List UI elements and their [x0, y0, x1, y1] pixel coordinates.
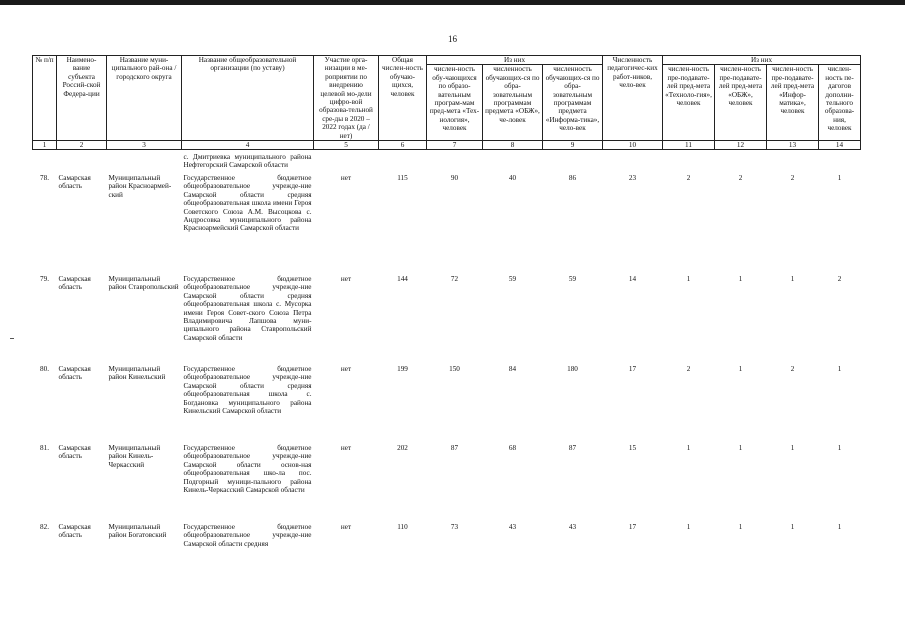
- column-number: 11: [663, 141, 715, 150]
- header-addl-teachers: числен-ность пе-дагогов дополни-тельного образова-ния, человек: [819, 65, 861, 141]
- cell-info-students: 180: [567, 364, 578, 373]
- cell-total-students: 144: [397, 274, 408, 283]
- cell-tech-teachers: 1: [686, 443, 691, 452]
- cell-municipality: Муниципальный район Ставропольский: [108, 274, 179, 292]
- cell-tech-students: 90: [450, 173, 459, 182]
- column-number: 3: [107, 141, 182, 150]
- header-subject: Наимено-вание субъекта Россий-ской Федера-ции: [57, 56, 107, 141]
- cell-obzh-teachers: 2: [738, 173, 743, 182]
- cell-obzh-students: 43: [508, 522, 517, 531]
- cell-obzh-teachers: 1: [738, 364, 743, 373]
- table-row: [33, 519, 861, 557]
- column-number: 4: [182, 141, 314, 150]
- cell-tech-teachers: 2: [686, 364, 691, 373]
- table-header: [33, 56, 861, 150]
- cell-tech-teachers: 2: [686, 173, 691, 182]
- header-info-students: численность обучающих-ся по обра-зовательным программам предмета «Информа-тика», чело-век: [543, 65, 603, 141]
- cell-participation: нет: [340, 274, 352, 283]
- margin-mark: [10, 338, 14, 339]
- header-obzh-students: численность обучающих-ся по обра-зовательным программам предмета «ОБЖ», че-ловек: [483, 65, 543, 141]
- column-number: 7: [427, 141, 483, 150]
- schools-table: [32, 55, 861, 557]
- cell-municipality: Муниципальный район Богатовский: [108, 522, 167, 540]
- header-teachers: Численность педагогичес-ких работ-ников, чело-век: [603, 56, 663, 141]
- cell-teachers: 17: [628, 522, 637, 531]
- cell-obzh-teachers: 1: [738, 274, 743, 283]
- cell-municipality: Муниципальный район Кинель-Черкасский: [108, 443, 161, 469]
- cell-participation: нет: [340, 173, 352, 182]
- column-number: 13: [767, 141, 819, 150]
- cell-school: Государственное бюджетное общеобразовательное учрежде-ние Самарской области средняя общеобразовательная школа имени Героя Советского Союза А.М. Высоцкова с. Андросовка муниципального района Красноармейский Самарской области: [183, 173, 312, 233]
- header-no: № п/п: [33, 56, 57, 141]
- row-number: 81.: [40, 443, 49, 452]
- column-number: 8: [483, 141, 543, 150]
- cell-info-students: 87: [568, 443, 577, 452]
- cell-tech-students: 150: [449, 364, 460, 373]
- page-number: 16: [448, 34, 457, 44]
- cell-info-teachers: 1: [790, 522, 795, 531]
- table-row: [33, 361, 861, 440]
- cell-info-teachers: 1: [790, 274, 795, 283]
- cell-municipality: Муниципальный район Красноармей-ский: [108, 173, 172, 199]
- cell-total-students: 115: [397, 173, 408, 182]
- cell-total-students: 202: [397, 443, 408, 452]
- cell-subject: Самарская область: [58, 173, 91, 191]
- column-number: 1: [33, 141, 57, 150]
- cell-addl-teachers: 1: [837, 364, 842, 373]
- cell-obzh-teachers: 1: [738, 522, 743, 531]
- cell-info-students: 59: [568, 274, 577, 283]
- cell-addl-teachers: 1: [837, 443, 842, 452]
- row-number: 82.: [40, 522, 49, 531]
- cell-addl-teachers: 1: [837, 173, 842, 182]
- cell-info-teachers: 2: [790, 364, 795, 373]
- header-tech-teachers: числен-ность пре-подавате-лей пред-мета «Техноло-гия», человек: [663, 65, 715, 141]
- column-number: 9: [543, 141, 603, 150]
- cell-obzh-students: 59: [508, 274, 517, 283]
- cell-addl-teachers: 2: [837, 274, 842, 283]
- cell-teachers: 17: [628, 364, 637, 373]
- cell-obzh-teachers: 1: [738, 443, 743, 452]
- header-total-students: Общая числен-ность обучаю-щихся, человек: [379, 56, 427, 141]
- cell-school: Государственное бюджетное общеобразовательное учрежде-ние Самарской области средняя: [183, 522, 312, 548]
- column-number: 6: [379, 141, 427, 150]
- cell-obzh-students: 84: [508, 364, 517, 373]
- header-of-them-teachers: Из них: [663, 56, 861, 65]
- cell-school: Государственное бюджетное общеобразовательное учрежде-ние Самарской области средняя общеобразовательная школа с. Богдановка муниципального района Кинельский Самарской области: [183, 364, 312, 415]
- column-number: 2: [57, 141, 107, 150]
- cell-subject: Самарская область: [58, 522, 91, 540]
- cell-school: Государственное бюджетное общеобразовательное учрежде-ние Самарской области средняя общеобразовательная школа с. Мусорка имени Героя Совет-ского Союза Петра Владимировича Лапшова муни-ципального района Ставропольский Самарской области: [183, 274, 312, 342]
- cell-addl-teachers: 1: [837, 522, 842, 531]
- header-obzh-teachers: числен-ность пре-подавате-лей пред-мета «ОБЖ», человек: [715, 65, 767, 141]
- cell-tech-teachers: 1: [686, 522, 691, 531]
- column-number: 12: [715, 141, 767, 150]
- table-row: [33, 440, 861, 519]
- cell-tech-students: 87: [450, 443, 459, 452]
- row-number: 80.: [40, 364, 49, 373]
- cell-teachers: 23: [628, 173, 637, 182]
- cell-info-students: 43: [568, 522, 577, 531]
- cell-info-teachers: 2: [790, 173, 795, 182]
- column-number: 5: [314, 141, 379, 150]
- scan-edge-bar: [0, 0, 905, 5]
- header-of-them-students: Из них: [427, 56, 603, 65]
- cell-participation: нет: [340, 522, 352, 531]
- cell-teachers: 15: [628, 443, 637, 452]
- cell-participation: нет: [340, 364, 352, 373]
- cell-subject: Самарская область: [58, 443, 91, 461]
- column-number: 10: [603, 141, 663, 150]
- column-number: 14: [819, 141, 861, 150]
- header-participation: Участие орга-низации в ме-роприятии по внедрению целевой мо-дели цифро-вой образова-тельной сре-ды в 2020 – 2022 годах (да / нет): [314, 56, 379, 141]
- cell-total-students: 110: [397, 522, 408, 531]
- cell-tech-students: 73: [450, 522, 459, 531]
- header-school: Название общеобразовательной организации (по уставу): [182, 56, 314, 141]
- cell-municipality: Муниципальный район Кинельский: [108, 364, 166, 382]
- header-municipality: Название муни-ципального рай-она / городского округа: [107, 56, 182, 141]
- cell-info-students: 86: [568, 173, 577, 182]
- cell-participation: нет: [340, 443, 352, 452]
- continuation-text: с. Дмитриевка муниципального района Нефтегорский Самарской области: [183, 153, 312, 170]
- row-number: 79.: [40, 274, 49, 283]
- cell-obzh-students: 40: [508, 173, 517, 182]
- cell-info-teachers: 1: [790, 443, 795, 452]
- cell-subject: Самарская область: [58, 364, 91, 382]
- cell-tech-students: 72: [450, 274, 459, 283]
- header-info-teachers: числен-ность пре-подавате-лей пред-мета «Инфор-матика», человек: [767, 65, 819, 141]
- header-tech-students: числен-ность обу-чающихся по образо-вательным програм-мам пред-мета «Тех-нология», человек: [427, 65, 483, 141]
- cell-teachers: 14: [628, 274, 637, 283]
- table-row: [33, 170, 861, 271]
- row-number: 78.: [40, 173, 49, 182]
- cell-school: Государственное бюджетное общеобразовательное учрежде-ние Самарской области основ-ная общеобразовательная шко-ла пос. Подгорный муници-пального района Кинель-Черкасский Самарской области: [183, 443, 312, 494]
- table-row: [33, 150, 861, 170]
- cell-total-students: 199: [397, 364, 408, 373]
- table-row: [33, 271, 861, 361]
- cell-subject: Самарская область: [58, 274, 91, 292]
- cell-obzh-students: 68: [508, 443, 517, 452]
- cell-tech-teachers: 1: [686, 274, 691, 283]
